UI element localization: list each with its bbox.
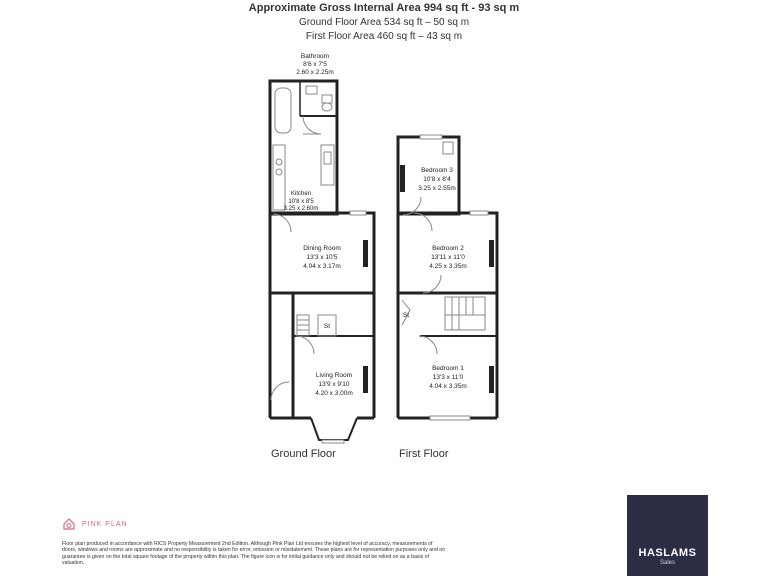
bedroom-1-label (429, 365, 467, 390)
ground-floor-label: Ground Floor (271, 448, 336, 460)
first-floor-radiators (400, 165, 494, 393)
svg-text:10'8 x 8'5: 10'8 x 8'5 (288, 199, 314, 205)
svg-text:4.20 x 3.00m: 4.20 x 3.00m (315, 390, 353, 397)
svg-text:Dining Room: Dining Room (303, 245, 341, 252)
svg-text:Bedroom 2: Bedroom 2 (432, 245, 464, 252)
disclaimer-text: Floor plan produced in accordance with RICS Property Measurement 2nd Edition. Although Pink Plan Ltd ensures the highest level of accuracy, measurements of doors, windows and rooms are approximate and no responsibility is taken for error, omission or misstatement. These plans are for representation purposes only and no guarantee is given on the total square footage of the property within this plan. The figure icon is for initial guidance only and should not be relied on as a basis of valuation. (62, 541, 446, 566)
pink-plan-brand (62, 517, 128, 531)
bedroom-2-label (429, 245, 467, 270)
bathroom-label (290, 50, 340, 78)
svg-text:4.25 x 3.35m: 4.25 x 3.35m (429, 263, 467, 270)
plan-title: Approximate Gross Internal Area 994 sq ft - 93 sq m (248, 2, 520, 14)
svg-text:4.04 x 3.17m: 4.04 x 3.17m (303, 263, 341, 270)
svg-text:13'3 x 10'5: 13'3 x 10'5 (306, 254, 338, 261)
first-floor-area: First Floor Area 460 sq ft – 43 sq m (305, 31, 463, 42)
brand-name: PINK PLAN (82, 520, 128, 528)
svg-text:Kitchen: Kitchen (290, 191, 312, 197)
bedroom-3-label (418, 167, 456, 192)
svg-text:13'3 x 11'0: 13'3 x 11'0 (432, 374, 464, 381)
agent-logo (627, 495, 708, 576)
dining-room-label (303, 245, 341, 270)
svg-text:13'9 x 9'10: 13'9 x 9'10 (318, 381, 350, 388)
svg-text:4.04 x 3.35m: 4.04 x 3.35m (429, 383, 467, 390)
ground-floor-area: Ground Floor Area 534 sq ft – 50 sq m (298, 17, 470, 28)
first-floor-label: First Floor (399, 448, 449, 460)
store-first-label: St (402, 312, 410, 319)
living-room-label (315, 372, 353, 397)
ground-floor-radiators (363, 240, 368, 393)
svg-text:Bedroom 3: Bedroom 3 (421, 167, 453, 174)
svg-text:2.60 x 2.25m: 2.60 x 2.25m (296, 69, 334, 76)
store-ground-label: St (323, 323, 331, 330)
house-logo-icon (62, 517, 76, 531)
svg-text:3.25 x 2.55m: 3.25 x 2.55m (418, 185, 456, 192)
agent-name: HASLAMS (638, 547, 697, 559)
kitchen-label (284, 191, 319, 212)
svg-text:8'6 x 7'5: 8'6 x 7'5 (303, 61, 327, 68)
svg-text:Bedroom 1: Bedroom 1 (432, 365, 464, 372)
svg-text:13'11 x 11'0: 13'11 x 11'0 (431, 254, 465, 261)
svg-text:3.25 x 2.60m: 3.25 x 2.60m (283, 206, 319, 212)
svg-text:Living Room: Living Room (315, 372, 353, 379)
svg-text:10'8 x 8'4: 10'8 x 8'4 (423, 176, 451, 183)
agent-subtitle: Sales (659, 560, 675, 566)
svg-text:Bathroom: Bathroom (300, 53, 330, 60)
